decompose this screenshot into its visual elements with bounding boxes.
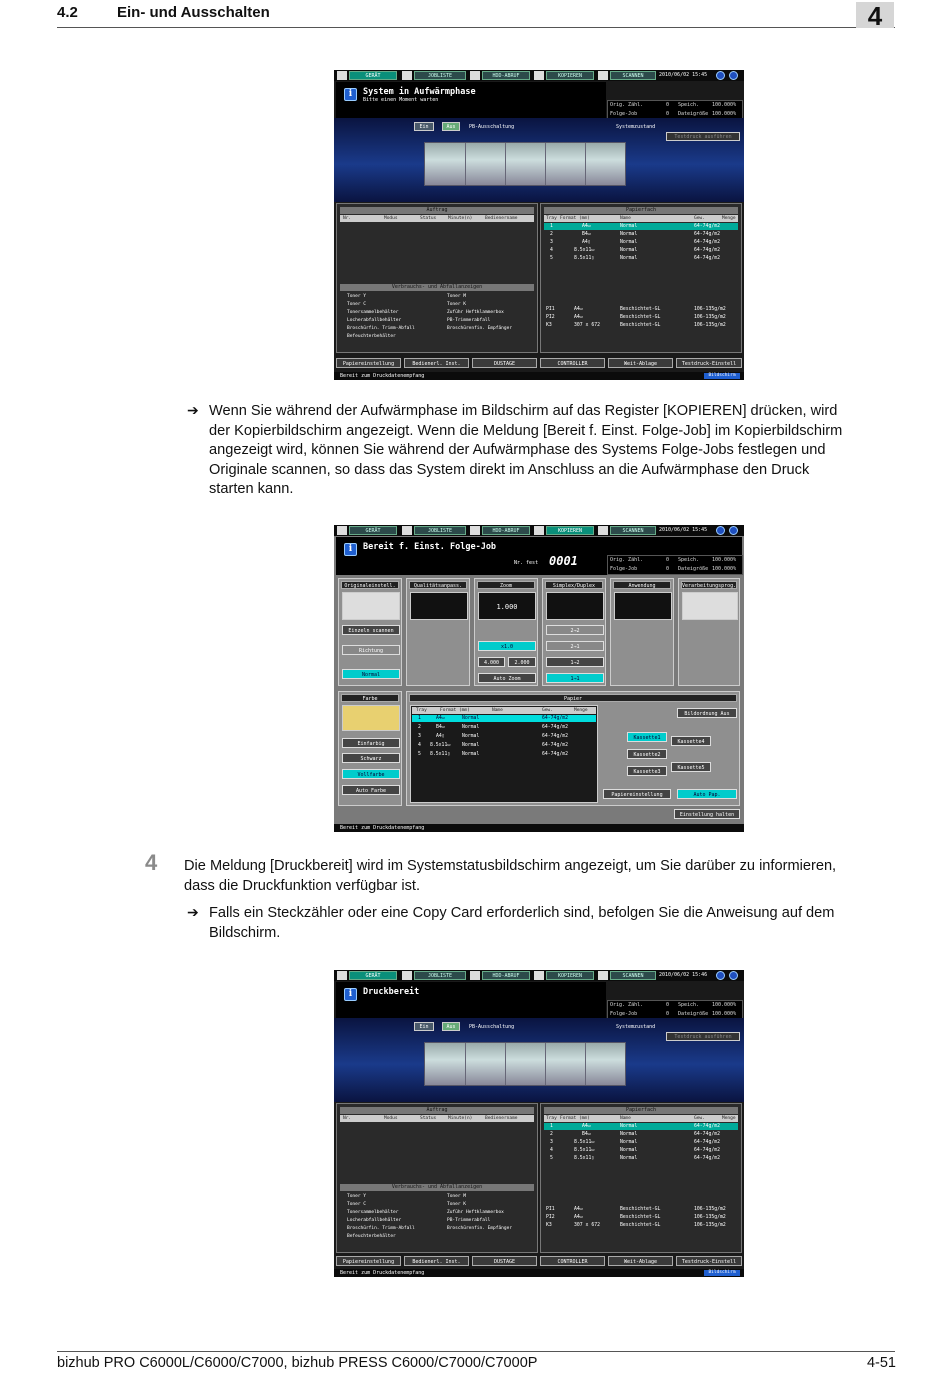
color-head: Farbe: [341, 694, 399, 702]
copy-icon: [534, 971, 544, 980]
nr-label: Nr. fest: [514, 560, 539, 566]
device-icon: [337, 971, 347, 980]
kassette1-button[interactable]: Kassette1: [627, 732, 667, 742]
device-icon: [337, 526, 347, 535]
clock: 2010/06/02 15:45: [659, 72, 708, 78]
pb-label: PB-Ausschaltung: [469, 1024, 515, 1030]
copy-icon: [534, 526, 544, 535]
tray-row[interactable]: 2 B4▭ Normal 64-74g/m2: [550, 232, 720, 237]
hdd-icon: [470, 526, 480, 535]
joblist-icon: [402, 526, 412, 535]
application-button[interactable]: Anwendung: [613, 581, 671, 589]
tab-hdd-abruf[interactable]: HDD-ABRUF: [482, 971, 530, 980]
machine-illustration: [334, 1018, 744, 1102]
controller-button[interactable]: CONTROLLER: [540, 1256, 605, 1266]
step-number: 4: [145, 850, 158, 875]
duplex-panel: [542, 578, 606, 686]
step4-text: Die Meldung [Druckbereit] wird im Systemstatusbildschirm angezeigt, um Sie darüber zu informieren, dass die Druckfunktion verfügbar ist.: [184, 858, 837, 894]
tray-row[interactable]: 4 8.5x11▭ Normal 64-74g/m2: [550, 1148, 720, 1153]
info-icon: i: [344, 543, 357, 556]
consumables-head: Verbrauchs- und Abfallanzeigen: [340, 284, 534, 291]
counter-box: Orig. Zähl. 0 Speich. 100.000% Folge-Job 0 Dateigröße 100.000%: [607, 100, 743, 120]
tray-row[interactable]: 1 A4▭ Normal 64-74g/m2: [412, 715, 596, 722]
operator-button[interactable]: Bedienerl. Inst.: [404, 1256, 469, 1266]
footer-rule: [57, 1351, 895, 1352]
scan-icon: [598, 526, 608, 535]
screen-button[interactable]: Bildschirm: [704, 1270, 740, 1276]
tab-bar: [334, 70, 744, 81]
zoom-panel: [474, 578, 538, 686]
info-circle-icon[interactable]: [716, 526, 725, 535]
color-image: [342, 705, 400, 731]
scan-icon: [598, 971, 608, 980]
screenshot-warmup: [334, 70, 744, 380]
job-panel-head: Auftrag: [340, 1107, 534, 1114]
section-title: Ein- und Ausschalten: [117, 4, 270, 21]
zoom-button[interactable]: Zoom: [477, 581, 535, 589]
kassette3-button[interactable]: Kassette3: [627, 766, 667, 776]
tray-row[interactable]: 2 B4▭ Normal 64-74g/m2: [550, 1132, 720, 1137]
tray-row[interactable]: 1 A4▭ Normal 64-74g/m2: [544, 223, 738, 230]
job-panel: Auftrag Nr. Modus Status Minute(n) Bedienername Verbrauchs- und Abfallanzeigen Toner Y Toner C Tonersammelbehälter Locherabfallbehälter Broschürfin. Trimm-Abfall Befeuchterbehälter Toner M Toner K Zuführ Heftklammerbox PB-Trimmerabfall Broschürenfin. Empfänger: [336, 203, 538, 353]
status-bar: Bereit zum Druckdatenempfang: [334, 824, 744, 832]
tray-panel-head: Papierfach: [544, 1107, 738, 1114]
message-title: Bereit f. Einst. Folge-Job: [363, 542, 497, 552]
quality-button[interactable]: Qualitätsanpass.: [409, 581, 467, 589]
duplex-2-1-button[interactable]: 2→1: [546, 641, 604, 651]
duplex-2-2-button[interactable]: 2→2: [546, 625, 604, 635]
vollfarbe-button[interactable]: Vollfarbe: [342, 769, 400, 779]
header-rule: [57, 27, 895, 28]
chapter-number: 4: [867, 1, 883, 31]
testdruck-button[interactable]: Testdruck ausführen: [666, 1032, 740, 1041]
job-panel-head: Auftrag: [340, 207, 534, 214]
system-state-label: Systemzustand: [616, 1024, 656, 1030]
message-subtitle: Bitte einen Moment warten: [363, 97, 439, 103]
zoom-4-button[interactable]: 4.000: [478, 657, 505, 667]
tab-geraet[interactable]: GERÄT: [349, 526, 397, 535]
auto-papier-button[interactable]: Auto Pap.: [677, 789, 737, 799]
power-on-button[interactable]: Ein: [414, 122, 434, 131]
tab-scannen[interactable]: SCANNEN: [610, 971, 656, 980]
machine-illustration: [334, 118, 744, 202]
tab-hdd-abruf[interactable]: HDD-ABRUF: [482, 526, 530, 535]
einfarbig-button[interactable]: Einfarbig: [342, 738, 400, 748]
tray-row[interactable]: 5 8.5x11▯ Normal 64-74g/m2: [550, 1156, 720, 1161]
tab-jobliste[interactable]: JOBLISTE: [414, 71, 466, 80]
help-icon[interactable]: [729, 971, 738, 980]
operator-button[interactable]: Bedienerl. Inst.: [404, 358, 469, 368]
processing-button[interactable]: Verarbeitungsprog.: [682, 583, 737, 589]
para-kopieren-hinweis: Wenn Sie während der Aufwärmphase im Bildschirm auf das Register [KOPIEREN] drücken, wird der Kopierbildschirm angezeigt. Wenn die Meldung [Bereit f. Einst. Folge-Job] im Kopierbildschirm angezeigt wird, können Sie während der Aufwärmphase des Systems Folge-Jobs festlegen und Originale scannen, so dass das System direkt im Anschluss an die Aufwärmphase den Druck starten kann.: [209, 403, 843, 497]
tray-row[interactable]: 2 B4▭ Normal 64-74g/m2: [418, 725, 568, 730]
chapter-tab: [856, 1, 894, 31]
tab-geraet[interactable]: GERÄT: [349, 971, 397, 980]
tab-bar: [334, 525, 744, 536]
application-panel: [610, 578, 674, 686]
tray-row[interactable]: 3 A4▯ Normal 64-74g/m2: [418, 734, 568, 739]
richtung-label: Richtung: [342, 645, 400, 655]
info-icon: i: [344, 88, 357, 101]
machine-body: [424, 142, 626, 186]
power-off-button[interactable]: Aus: [442, 1022, 460, 1031]
dustage-button[interactable]: DUSTAGE: [472, 358, 537, 368]
help-icon[interactable]: [729, 526, 738, 535]
bildordnung-button[interactable]: Bildordnung Aus: [677, 708, 737, 718]
info-circle-icon[interactable]: [716, 971, 725, 980]
original-settings-button[interactable]: Originaleinstell.: [341, 581, 399, 589]
pi-row[interactable]: K3 307 x 672 Beschichtet-GL 106-135g/m2: [546, 1223, 726, 1228]
paper-settings-button[interactable]: Papiereinstellung: [336, 358, 401, 368]
normal-button[interactable]: Normal: [342, 669, 400, 679]
device-icon: [337, 71, 347, 80]
schwarz-button[interactable]: Schwarz: [342, 753, 400, 763]
copy-icon: [534, 71, 544, 80]
joblist-icon: [402, 971, 412, 980]
duplex-1-2-button[interactable]: 1→2: [546, 657, 604, 667]
duplex-1-1-button[interactable]: 1→1: [546, 673, 604, 683]
screen-button[interactable]: Bildschirm: [704, 373, 740, 379]
testprint-settings-button[interactable]: Testdruck-Einstell: [676, 1256, 742, 1266]
pi-row[interactable]: PI2 A4▭ Beschichtet-GL 106-135g/m2: [546, 315, 726, 320]
status-bar: Bereit zum Druckdatenempfang Bildschirm: [334, 372, 744, 380]
einzeln-scannen-button[interactable]: Einzeln scannen: [342, 625, 400, 635]
zoom-2-button[interactable]: 2.000: [508, 657, 536, 667]
section-number: 4.2: [57, 4, 78, 21]
tray-panel-head: Papierfach: [544, 207, 738, 214]
message-title: Druckbereit: [363, 987, 420, 997]
machine-body: [424, 1042, 626, 1086]
nr-value: 0001: [549, 554, 578, 568]
message-title: System in Aufwärmphase: [363, 87, 476, 97]
pi-row[interactable]: PI1 A4▭ Beschichtet-GL 106-135g/m2: [546, 307, 726, 312]
tray-row[interactable]: 3 A4▯ Normal 64-74g/m2: [550, 240, 720, 245]
info-icon: i: [344, 988, 357, 1001]
paper-head: Papier: [409, 694, 737, 702]
joblist-icon: [402, 71, 412, 80]
info-circle-icon[interactable]: [716, 71, 725, 80]
tab-scannen[interactable]: SCANNEN: [610, 526, 656, 535]
footer-product: bizhub PRO C6000L/C6000/C7000, bizhub PRESS C6000/C7000/C7000P: [57, 1355, 538, 1371]
arrow-icon: ➔: [187, 402, 199, 418]
counter-box: Orig. Zähl. 0 Speich. 100.000% Folge-Job 0 Dateigröße 100.000%: [607, 1000, 743, 1020]
tray-row[interactable]: 5 8.5x11▯ Normal 64-74g/m2: [418, 752, 568, 757]
power-on-button[interactable]: Ein: [414, 1022, 434, 1031]
testprint-settings-button[interactable]: Testdruck-Einstell: [676, 358, 742, 368]
pi-row[interactable]: PI1 A4▭ Beschichtet-GL 106-135g/m2: [546, 1207, 726, 1212]
tray-panel: Papierfach Tray Format (mm) Name Gew. Menge 1 A4▭ Normal 64-74g/m2 2 B4▭ Normal 64-74g/m2 3 A4▯ Normal 64-74g/m2 4 8.5x11▭ Normal 64-74g/m2 5 8.5x11▯ Normal 64-74g/m2 PI1 A4▭ Beschichtet-GL 106-135g/m2 PI2 A4▭ Beschichtet-GL 106-135g/m2 K3 307 x 672 Beschichtet-GL 106-135g/m2: [540, 203, 742, 353]
controller-button[interactable]: CONTROLLER: [540, 358, 605, 368]
status-bar: Bereit zum Druckdatenempfang Bildschirm: [334, 1269, 744, 1277]
hdd-icon: [470, 71, 480, 80]
auto-zoom-button[interactable]: Auto Zoom: [478, 673, 536, 683]
kassette4-button[interactable]: Kassette4: [671, 736, 711, 746]
system-state-label: Systemzustand: [616, 124, 656, 130]
tab-bar: [334, 970, 744, 981]
consumables-head: Verbrauchs- und Abfallanzeigen: [340, 1184, 534, 1191]
tab-jobliste[interactable]: JOBLISTE: [414, 971, 466, 980]
hdd-icon: [470, 971, 480, 980]
zoom-value: 1.000: [478, 592, 536, 620]
kassette5-button[interactable]: Kassette5: [671, 762, 711, 772]
testdruck-button[interactable]: Testdruck ausführen: [666, 132, 740, 141]
auto-farbe-button[interactable]: Auto Farbe: [342, 785, 400, 795]
scan-icon: [598, 71, 608, 80]
arrow-icon: ➔: [187, 904, 199, 920]
tray-row[interactable]: 4 8.5x11▭ Normal 64-74g/m2: [418, 743, 568, 748]
tab-kopieren[interactable]: KOPIEREN: [546, 526, 594, 535]
color-panel: [338, 691, 402, 806]
dustage-button[interactable]: DUSTAGE: [472, 1256, 537, 1266]
processing-panel: [678, 578, 740, 686]
paper-settings-button[interactable]: Papiereinstellung: [336, 1256, 401, 1266]
tab-kopieren[interactable]: KOPIEREN: [546, 71, 594, 80]
paper-panel: [406, 691, 740, 806]
zoom-x1-button[interactable]: x1.0: [478, 641, 536, 651]
page-number: 4-51: [866, 1355, 896, 1371]
tab-geraet[interactable]: GERÄT: [349, 71, 397, 80]
tab-scannen[interactable]: SCANNEN: [610, 71, 656, 80]
pb-label: PB-Ausschaltung: [469, 124, 515, 130]
clock: 2010/06/02 15:45: [659, 527, 708, 533]
tab-jobliste[interactable]: JOBLISTE: [414, 526, 466, 535]
screenshot-copy: [334, 525, 744, 832]
power-off-button[interactable]: Aus: [442, 122, 460, 131]
output-button[interactable]: Weit-Ablage: [608, 1256, 673, 1266]
counter-box: Orig. Zähl. 0 Speich. 100.000% Folge-Job 0 Dateigröße 100.000%: [607, 555, 743, 575]
paper-list: Tray Format (mm) Name Gew. Menge 1 A4▭ Normal 64-74g/m2 2 B4▭ Normal 64-74g/m2 3 A4▯ Normal 64-74g/m2 4 8.5x11▭ Normal 64-74g/m2 5 8.5x11▯ Normal 64-74g/m2: [410, 705, 598, 803]
help-icon[interactable]: [729, 71, 738, 80]
note-text: Falls ein Steckzähler oder eine Copy Card erforderlich sind, befolgen Sie die Anweisung auf dem Bildschirm.: [209, 905, 835, 941]
output-button[interactable]: Weit-Ablage: [608, 358, 673, 368]
original-icon: [342, 592, 400, 620]
screenshot-ready: [334, 970, 744, 1277]
tray-panel: Papierfach Tray Format (mm) Name Gew. Menge 1 A4▭ Normal 64-74g/m2 2 B4▭ Normal 64-74g/m2 3 8.5x11▭ Normal 64-74g/m2 4 8.5x11▭ Normal 64-74g/m2 5 8.5x11▯ Normal 64-74g/m2 PI1 A4▭ Beschichtet-GL 106-135g/m2 PI2 A4▭ Beschichtet-GL 106-135g/m2 K3 307 x 672 Beschichtet-GL 106-135g/m2: [540, 1103, 742, 1253]
duplex-button[interactable]: Simplex/Duplex: [545, 581, 603, 589]
pi-row[interactable]: PI2 A4▭ Beschichtet-GL 106-135g/m2: [546, 1215, 726, 1220]
tray-row[interactable]: 1 A4▭ Normal 64-74g/m2: [544, 1123, 738, 1130]
kassette2-button[interactable]: Kassette2: [627, 749, 667, 759]
tray-row[interactable]: 4 8.5x11▭ Normal 64-74g/m2: [550, 248, 720, 253]
original-settings-panel: [338, 578, 402, 686]
einstellung-halten-button[interactable]: Einstellung halten: [674, 809, 740, 819]
job-panel: Auftrag Nr. Modus Status Minute(n) Bedienername Verbrauchs- und Abfallanzeigen Toner Y Toner C Tonersammelbehälter Locherabfallbehälter Broschürfin. Trimm-Abfall Befeuchterbehälter Toner M Toner K Zuführ Heftklammerbox PB-Trimmerabfall Broschürenfin. Empfänger: [336, 1103, 538, 1253]
pi-row[interactable]: K3 307 x 672 Beschichtet-GL 106-135g/m2: [546, 323, 726, 328]
tray-row[interactable]: 3 8.5x11▭ Normal 64-74g/m2: [550, 1140, 720, 1145]
tab-hdd-abruf[interactable]: HDD-ABRUF: [482, 71, 530, 80]
papiereinstellung-button[interactable]: Papiereinstellung: [603, 789, 671, 799]
clock: 2010/06/02 15:46: [659, 972, 708, 978]
tab-kopieren[interactable]: KOPIEREN: [546, 971, 594, 980]
tray-row[interactable]: 5 8.5x11▯ Normal 64-74g/m2: [550, 256, 720, 261]
quality-panel: [406, 578, 470, 686]
